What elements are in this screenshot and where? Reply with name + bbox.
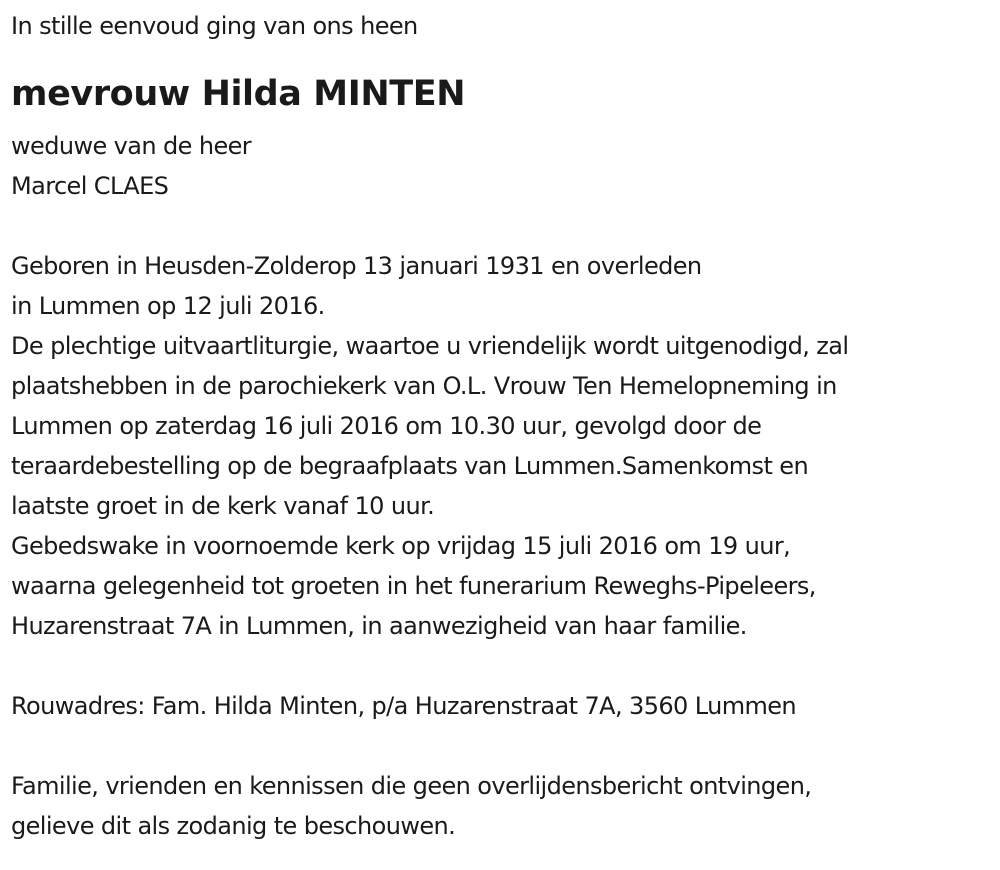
mourning-address: Rouwadres: Fam. Hilda Minten, p/a Huzarenstraat 7A, 3560 Lummen <box>11 692 797 720</box>
spacer <box>11 206 996 246</box>
body-line: Geboren in Heusden-Zolderop 13 januari 1931 en overleden <box>11 252 702 280</box>
body-line: De plechtige uitvaartliturgie, waartoe u vriendelijk wordt uitgenodigd, zal <box>11 332 849 360</box>
deceased-name: mevrouw Hilda MINTEN <box>11 74 466 114</box>
spouse-name: Marcel CLAES <box>11 172 169 200</box>
body-line: waarna gelegenheid tot groeten in het funerarium Reweghs-Pipeleers, <box>11 572 816 600</box>
body-line: Huzarenstraat 7A in Lummen, in aanwezigheid van haar familie. <box>11 612 747 640</box>
obituary-notice <box>11 6 996 846</box>
body-line: Gebedswake in voornoemde kerk op vrijdag 15 juli 2016 om 19 uur, <box>11 532 791 560</box>
body-line: laatste groet in de kerk vanaf 10 uur. <box>11 492 435 520</box>
spacer <box>11 726 996 766</box>
body-line: in Lummen op 12 juli 2016. <box>11 292 325 320</box>
body-line: teraardebestelling op de begraafplaats van Lummen.Samenkomst en <box>11 452 809 480</box>
body-line: plaatshebben in de parochiekerk van O.L. Vrouw Ten Hemelopneming in <box>11 372 837 400</box>
body-line: Lummen op zaterdag 16 juli 2016 om 10.30 uur, gevolgd door de <box>11 412 762 440</box>
spacer <box>11 646 996 686</box>
closing-line: gelieve dit als zodanig te beschouwen. <box>11 812 456 840</box>
relation-line: weduwe van de heer <box>11 132 252 160</box>
closing-line: Familie, vrienden en kennissen die geen overlijdensbericht ontvingen, <box>11 772 812 800</box>
spacer <box>11 46 996 62</box>
intro-text: In stille eenvoud ging van ons heen <box>11 12 418 40</box>
